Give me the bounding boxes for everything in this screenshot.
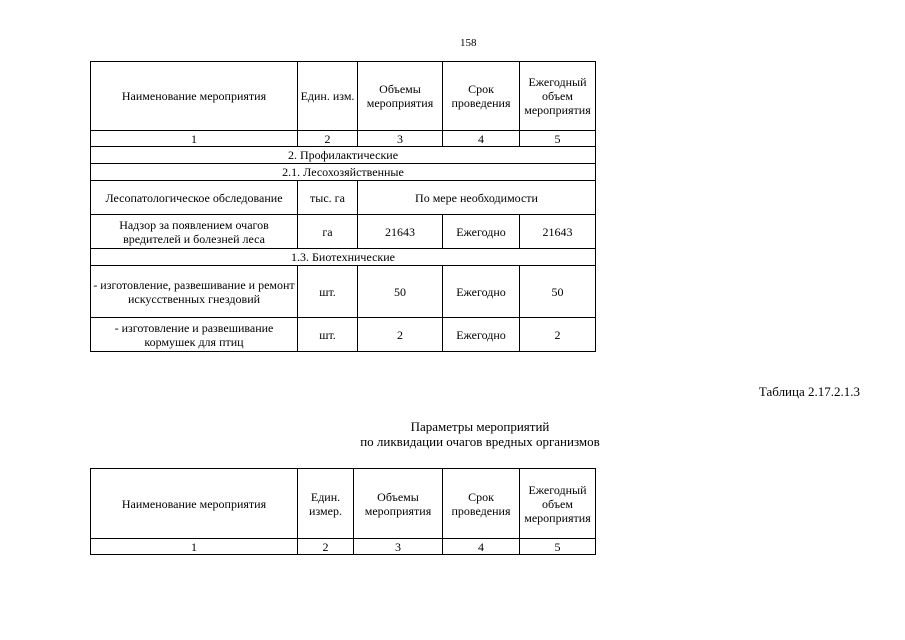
volume: 2 [358,318,443,352]
table-row [91,181,596,215]
section-row [91,249,596,266]
col-number: 1 [91,539,298,555]
activity-name: - изготовление и развешивание кормушек для птиц [91,318,298,352]
activity-name: Лесопатологическое обследование [91,181,298,215]
col-number: 5 [520,131,596,147]
term: Ежегодно [443,266,520,318]
activity-name: Надзор за появлением очагов вредителей и болезней леса [91,215,298,249]
header-cell: Наименование мероприятия [91,62,298,131]
unit: га [298,215,358,249]
table-title-line-2: по ликвидации очагов вредных организмов [360,434,600,449]
annual-volume: 21643 [520,215,596,249]
header-cell: Объемы мероприятия [358,62,443,131]
header-cell: Объемы мероприятия [354,469,443,539]
liquidation-table [90,468,596,555]
header-cell: Наименование мероприятия [91,469,298,539]
activities-table [90,61,596,352]
col-number: 4 [443,539,520,555]
volume: 50 [358,266,443,318]
section-title: 2. Профилактические [91,147,596,164]
unit: тыс. га [298,181,358,215]
col-number: 2 [298,539,354,555]
col-number: 2 [298,131,358,147]
table-title-line-1: Параметры мероприятий [410,419,550,434]
volume: 21643 [358,215,443,249]
unit: шт. [298,266,358,318]
col-number: 1 [91,131,298,147]
activity-name: - изготовление, развешивание и ремонт искусственных гнездовий [91,266,298,318]
merged-value: По мере необходимости [358,181,596,215]
header-cell: Един. изм. [298,62,358,131]
table-header-row [91,469,596,539]
annual-volume: 2 [520,318,596,352]
table-header-row [91,62,596,131]
header-cell: Срок проведения [443,62,520,131]
section-title: 1.3. Биотехнические [91,249,596,266]
column-number-row [91,131,596,147]
unit: шт. [298,318,358,352]
table-caption: Таблица 2.17.2.1.3 [758,384,860,399]
section-row [91,147,596,164]
header-cell: Ежегодный объем мероприятия [520,62,596,131]
term: Ежегодно [443,215,520,249]
table-row [91,215,596,249]
page-number: 158 [460,37,477,49]
section-title: 2.1. Лесохозяйственные [91,164,596,181]
col-number: 5 [520,539,596,555]
header-cell: Ежегодный объем мероприятия [520,469,596,539]
col-number: 3 [354,539,443,555]
section-row [91,164,596,181]
header-cell: Срок проведения [443,469,520,539]
column-number-row [91,539,596,555]
col-number: 4 [443,131,520,147]
header-cell: Един. измер. [298,469,354,539]
table-row [91,266,596,318]
table-row [91,318,596,352]
term: Ежегодно [443,318,520,352]
col-number: 3 [358,131,443,147]
annual-volume: 50 [520,266,596,318]
